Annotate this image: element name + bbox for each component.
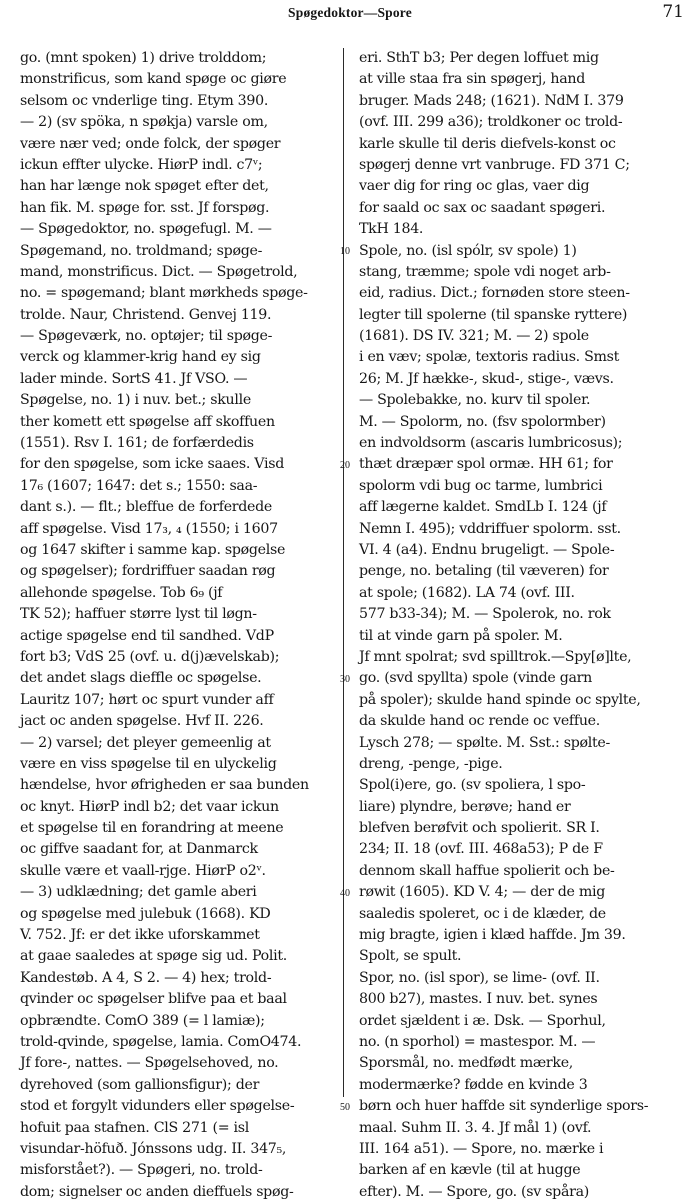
right-column-line: dreng, -penge, -pige. [359,755,503,772]
right-column-line: for saald oc sax oc saadant spøgeri. [359,199,606,216]
left-column-line: (1551). Rsv I. 161; de forfærdedis [20,435,254,452]
right-column-line: (ovf. III. 299 a36); troldkoner oc trold- [359,114,623,131]
left-column-line: verck og klammer-krig hand ey sig [20,349,261,366]
right-column-line: M. — Spolorm, no. (fsv spolormber) [359,413,606,430]
margin-line-number: 50 [340,1101,350,1113]
right-column-line: 800 b27), mastes. I nuv. bet. synes [359,991,598,1008]
right-column-line: no. (n sporhol) = mastespor. M. — [359,1033,596,1050]
right-column-line: spøgerj denne vrt vanbruge. FD 371 C; [359,156,630,173]
right-column-line: Sporsmål, no. medfødt mærke, [359,1055,574,1072]
left-column-line: oc giffve saadant for, at Danmarck [20,841,258,858]
left-column-line: no. = spøgemand; blant mørkheds spøge- [20,285,308,302]
left-column-line: hændelse, hvor øfrigheden er saa bunden [20,777,309,794]
right-column-line: VI. 4 (a4). Endnu brugeligt. — Spole- [359,541,615,558]
left-column-line: trolde. Naur, Christend. Genvej 119. [20,306,272,323]
left-column-line: Spøgemand, no. troldmand; spøge- [20,242,263,259]
right-column-line: 26; M. Jf hække-, skud-, stige-, vævs. [359,370,614,387]
right-column-line: (1681). DS IV. 321; M. — 2) spole [359,328,589,345]
left-column-line: og spøgelse med julebuk (1668). KD [20,905,271,922]
left-column-line: dant s.). — flt.; bleffue de forferdede [20,499,273,516]
right-column-line: en indvoldsorm (ascaris lumbricosus); [359,435,623,452]
margin-line-number: 10 [340,245,350,257]
left-column-line: V. 752. Jf: er det ikke uforskammet [20,927,260,944]
left-column-line: TK 52); haffuer større lyst til løgn- [20,606,257,623]
page-header [0,0,700,30]
right-column-line: stang, træmme; spole vdi noget arb- [359,263,611,280]
left-column-line: monstrificus, som kand spøge oc giøre [20,71,287,88]
right-column-line: liare) plyndre, berøve; hand er [359,798,571,815]
right-column [359,48,684,1200]
right-column-line: Spolt, se spult. [359,948,462,965]
right-column-line: dennom skall haffue spolierit och be- [359,862,615,879]
left-column-line: han har længe nok spøget efter det, [20,178,269,195]
right-column-line: ordet sjældent i æ. Dsk. — Sporhul, [359,1012,606,1029]
right-column-line: i en væv; spolæ, textoris radius. Smst [359,349,620,366]
right-column-line: thæt dræpær spol ormæ. HH 61; for [359,456,613,473]
left-column-line: han fik. M. spøge for. sst. Jf forspøg. [20,199,270,216]
left-column-line: actige spøgelse end til sandhed. VdP [20,627,274,644]
left-column-line: for den spøgelse, som icke saaes. Visd [20,456,284,473]
left-column [20,48,333,1200]
left-column-line: stod et forgylt vidunders eller spøgelse- [20,1098,295,1115]
right-column-line: saaledis spoleret, oc i de klæder, de [359,905,606,922]
right-column-line: go. (svd spyllta) spole (vinde garn [359,670,592,687]
right-column-line: Lysch 278; — spølte. M. Sst.: spølte- [359,734,610,751]
right-column-line: III. 164 a51). — Spore, no. mærke i [359,1140,604,1157]
right-column-line: eid, radius. Dict.; fornøden store steen- [359,285,630,302]
left-column-line: fort b3; VdS 25 (ovf. u. d(j)ævelskab); [20,648,280,665]
right-column-line: legter till spolerne (til spanske ryttere) [359,306,628,323]
right-column-line: karle skulle til deris diefvels-konst oc [359,135,616,152]
left-column-line: Kandestøb. A 4, S 2. — 4) hex; trold- [20,969,272,986]
left-column-line: — 2) (sv spöka, n spøkja) varsle om, [20,114,268,131]
left-column-line: Jf fore-, nattes. — Spøgelsehoved, no. [20,1055,279,1072]
left-column-line: skulle være et vaall-rjge. HiørP o2ᵛ. [20,862,266,879]
left-column-line: Lauritz 107; hørt oc spurt vunder aff [20,691,274,708]
column-divider [343,48,344,1097]
left-column-line: være en viss spøgelse til en ulyckelig [20,755,277,772]
left-column-line: ickun effter ulycke. HiørP indl. c7ᵛ; [20,156,263,173]
right-column-line: spolorm vdi bug oc tarme, lumbrici [359,477,603,494]
right-column-line: Nemn I. 495); vddriffuer spolorm. sst. [359,520,621,537]
left-column-line: opbrændte. ComO 389 (= l lamiæ); [20,1012,265,1029]
right-column-line: penge, no. betaling (til væveren) for [359,563,609,580]
margin-line-number: 20 [340,459,350,471]
margin-line-number: 40 [340,887,350,899]
right-column-line: 234; II. 18 (ovf. III. 468a53); P de F [359,841,603,858]
right-column-line: efter). M. — Spore, go. (sv spåra) [359,1183,589,1200]
left-column-line: Spøgelse, no. 1) i nuv. bet.; skulle [20,392,251,409]
left-column-line: mand, monstrificus. Dict. — Spøgetrold, [20,263,298,280]
left-column-line: og spøgelser); fordriffuer saadan røg [20,563,276,580]
right-column-line: på spoler); skulde hand spinde oc spylte, [359,691,641,708]
left-column-line: et spøgelse til en forandring at meene [20,820,284,837]
right-column-line: at spole; (1682). LA 74 (ovf. III. [359,584,575,601]
running-head: Spøgedoktor—Spore [288,5,412,20]
left-column-line: misforstået?). — Spøgeri, no. trold- [20,1162,263,1179]
left-column-line: — 2) varsel; det pleyer gemeenlig at [20,734,271,751]
right-column-line: barken af en kævle (til at hugge [359,1162,581,1179]
right-column-line: mig bragte, igien i klæd haffde. Jm 39. [359,927,626,944]
right-column-line: røwit (1605). KD V. 4; — der de mig [359,884,606,901]
left-column-line: 17₆ (1607; 1647: det s.; 1550: saa- [20,477,258,494]
left-column-line: — Spøgeværk, no. optøjer; til spøge- [20,328,273,345]
left-column-line: og 1647 skifter i samme kap. spøgelse [20,541,286,558]
page-number: 71 [662,2,684,22]
right-column-line: TkH 184. [359,221,424,238]
left-column-line: dom; signelser oc anden dieffuels spøg- [20,1183,294,1200]
right-column-line: maal. Suhm II. 3. 4. Jf mål 1) (ovf. [359,1119,592,1136]
left-column-line: lader minde. SortS 41. Jf VSO. — [20,370,248,387]
right-column-line: modermærke? fødde en kvinde 3 [359,1076,588,1093]
right-column-line: Spol(i)ere, go. (sv spoliera, l spo- [359,777,586,794]
right-column-line: 577 b33-34); M. — Spolerok, no. rok [359,606,611,623]
left-column-line: visundar-höfuð. Jónssons udg. II. 347₅, [20,1140,287,1157]
left-column-line: jact oc anden spøgelse. Hvf II. 226. [20,713,264,730]
left-column-line: aff spøgelse. Visd 17₃, ₄ (1550; i 1607 [20,520,278,537]
left-column-line: at gaae saaledes at spøge sig ud. Polit. [20,948,287,965]
left-column-line: go. (mnt spoken) 1) drive trolddom; [20,50,267,66]
left-column-line: oc knyt. HiørP indl b2; det vaar ickun [20,798,279,815]
left-column-line: dyrehoved (som gallionsfigur); der [20,1076,260,1093]
right-column-line: til at vinde garn på spoler. M. [359,627,563,644]
right-column-line: at ville staa fra sin spøgerj, hand [359,71,585,88]
left-column-line: være nær ved; onde folck, der spøger [20,135,281,152]
left-column-line: qvinder oc spøgelser blifve paa et baal [20,991,287,1008]
right-column-line: Jf mnt spolrat; svd spilltrok.—Spy[ø]lte, [359,648,632,665]
left-column-line: trold-qvinde, spøgelse, lamia. ComO474. [20,1033,302,1050]
right-column-line: Spole, no. (isl spólr, sv spole) 1) [359,242,577,259]
right-column-line: bruger. Mads 248; (1621). NdM I. 379 [359,92,624,109]
right-column-line: da skulde hand oc rende oc veffue. [359,713,600,730]
right-column-line: Spor, no. (isl spor), se lime- (ovf. II. [359,969,600,986]
left-column-line: allehonde spøgelse. Tob 6₉ (jf [20,584,223,601]
left-column-line: — Spøgedoktor, no. spøgefugl. M. — [20,221,272,238]
right-column-line: eri. SthT b3; Per degen loffuet mig [359,50,599,66]
left-column-line: det andet slags dieffle oc spøgelse. [20,670,262,687]
left-column-line: — 3) udklædning; det gamle aberi [20,884,257,901]
right-column-line: — Spolebakke, no. kurv til spoler. [359,392,591,409]
right-column-line: aff lægerne kaldet. SmdLb I. 124 (jf [359,499,607,516]
right-column-line: blefven berøfvit och spolierit. SR I. [359,820,600,837]
left-column-line: ther komett ett spøgelse aff skoffuen [20,413,275,430]
left-column-line: selsom oc vnderlige ting. Etym 390. [20,92,269,109]
margin-line-number: 30 [340,673,350,685]
left-column-line: hofuit paa stafnen. ClS 271 (= isl [20,1119,250,1136]
right-column-line: børn och huer haffde sit synderlige spors- [359,1098,649,1115]
right-column-line: vaer dig for ring oc glas, vaer dig [359,178,590,195]
